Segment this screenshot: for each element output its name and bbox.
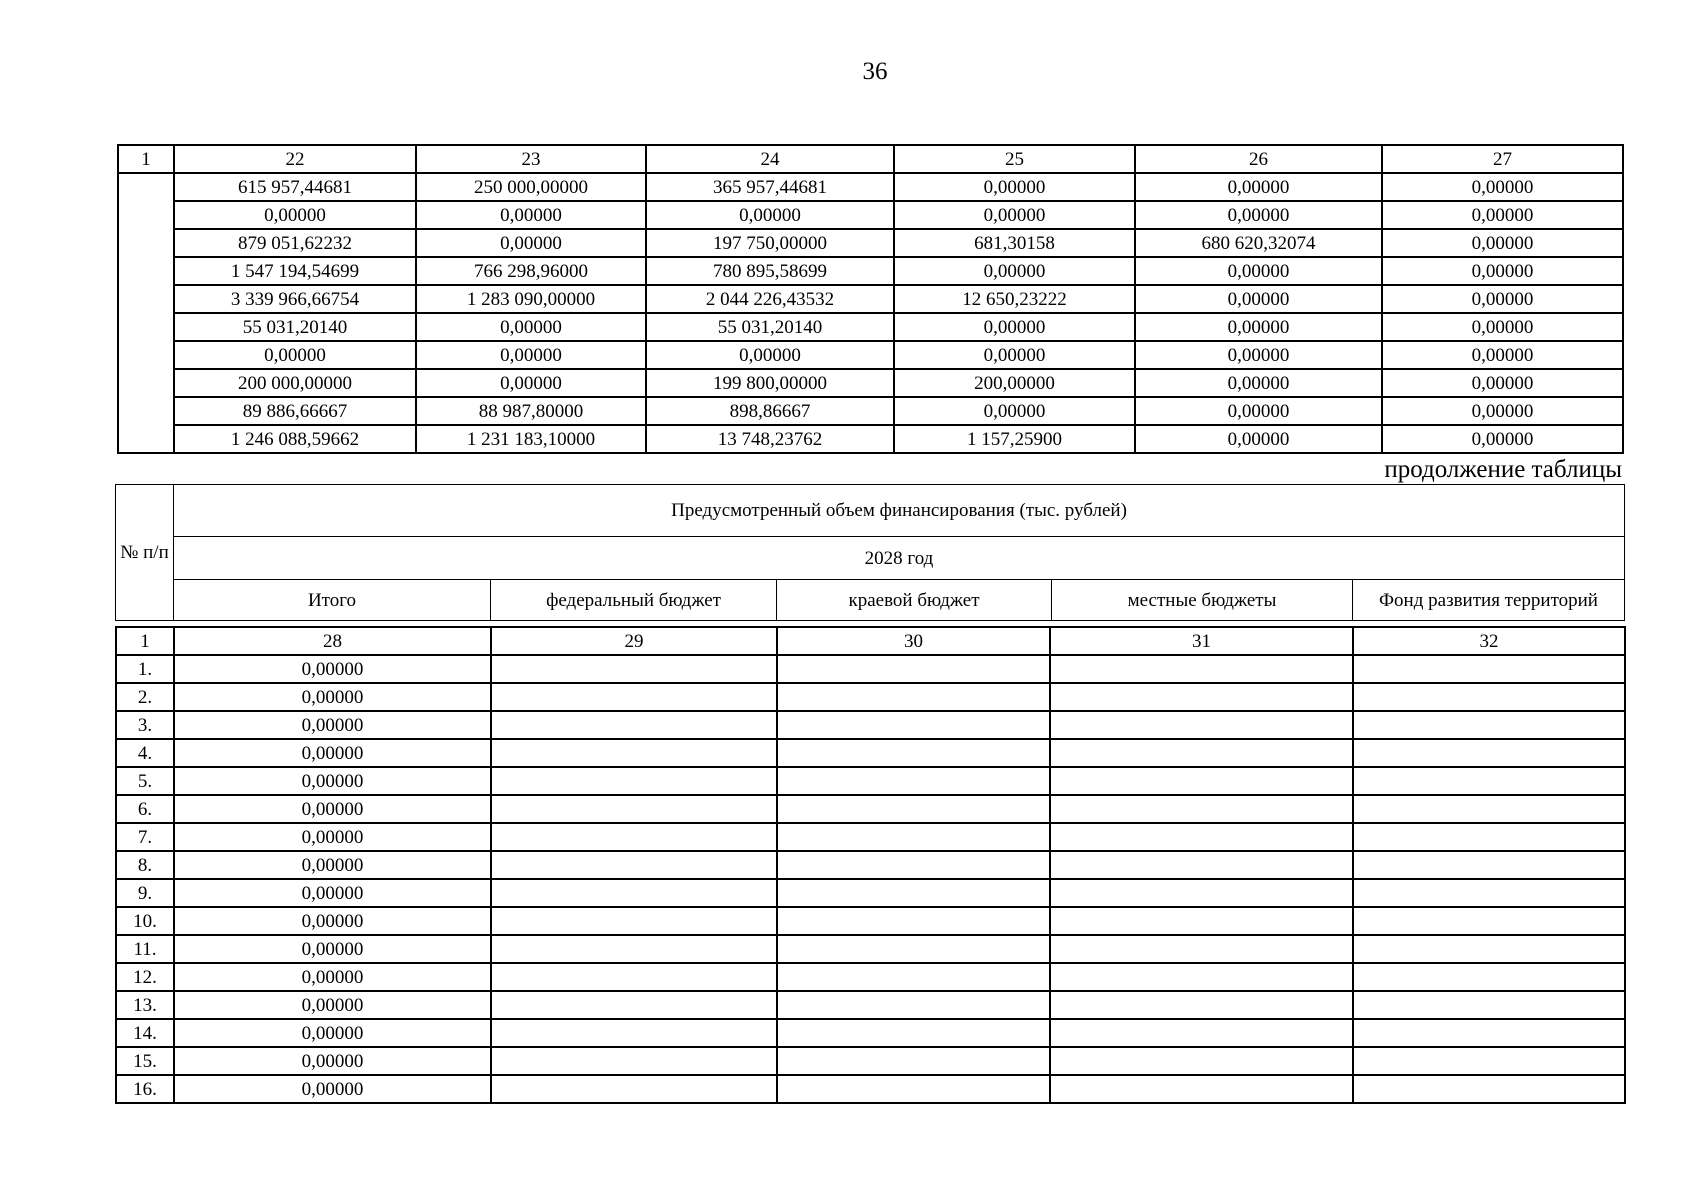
table-cell: 0,00000 [1135,313,1382,341]
table-cell: 0,00000 [174,711,491,739]
table-cell: 780 895,58699 [646,257,894,285]
table-cell: 0,00000 [174,201,416,229]
table-row [118,229,1623,257]
row-number-cell: 8. [116,851,174,879]
table-cell [1353,683,1625,711]
table-row [118,397,1623,425]
column-number-row [116,627,1625,655]
column-number-cell: 23 [416,145,646,173]
table-cell: 0,00000 [1382,285,1623,313]
table-cell: 0,00000 [174,767,491,795]
table-row [116,1047,1625,1075]
table-cell [1050,823,1353,851]
table-cell: 199 800,00000 [646,369,894,397]
table-cell [777,879,1050,907]
table-cell [777,1019,1050,1047]
table-cell: 0,00000 [416,229,646,257]
table-cell: 0,00000 [1135,257,1382,285]
table-cell [1050,935,1353,963]
table-cell [1050,767,1353,795]
table-row [116,767,1625,795]
table-row [116,823,1625,851]
table-cell: 0,00000 [174,739,491,767]
table-row [116,851,1625,879]
column-number-cell: 29 [491,627,777,655]
table-row [116,963,1625,991]
column-number-cell: 28 [174,627,491,655]
table-cell [777,963,1050,991]
table-cell [1050,1019,1353,1047]
table-cell [1050,795,1353,823]
row-number-cell: 15. [116,1047,174,1075]
table-cell: 898,86667 [646,397,894,425]
table-cell: 1 547 194,54699 [174,257,416,285]
table-cell [1353,935,1625,963]
row-number-cell: 4. [116,739,174,767]
table-row [116,711,1625,739]
table-cell [491,1075,777,1103]
table-cell: 250 000,00000 [416,173,646,201]
table-cell: 0,00000 [174,963,491,991]
table-cell [491,767,777,795]
row-number-cell: 5. [116,767,174,795]
table-cell: 0,00000 [174,935,491,963]
table-cell [1353,907,1625,935]
table-row [116,739,1625,767]
row-number-header [116,485,174,621]
table-cell: 200,00000 [894,369,1135,397]
table-cell [777,907,1050,935]
table-cell [777,823,1050,851]
table-cell: 0,00000 [1135,369,1382,397]
table-cell: 2 044 226,43532 [646,285,894,313]
column-number-cell: 30 [777,627,1050,655]
funding-body-table [115,626,1626,1104]
row-number-cell: 6. [116,795,174,823]
body-table-body [116,627,1625,1103]
table-cell [1050,655,1353,683]
table-cell: 0,00000 [174,823,491,851]
table-row [118,425,1623,453]
table-cell: 0,00000 [174,655,491,683]
table-cell [491,795,777,823]
column-header-total: Итого [174,580,491,621]
table-cell: 0,00000 [1135,201,1382,229]
table-cell [491,655,777,683]
table-cell: 766 298,96000 [416,257,646,285]
row-number-cell: 11. [116,935,174,963]
table-cell [1353,879,1625,907]
table-cell: 0,00000 [894,201,1135,229]
table-cell [777,767,1050,795]
table-cell [1353,1075,1625,1103]
table-cell: 1 283 090,00000 [416,285,646,313]
table-row [118,257,1623,285]
table-cell [491,823,777,851]
table-cell [1353,1047,1625,1075]
table-cell: 0,00000 [1135,397,1382,425]
table-row [116,795,1625,823]
table-cell: 0,00000 [174,795,491,823]
column-header-territory-fund: Фонд развития территорий [1353,580,1625,621]
table-cell [1353,991,1625,1019]
table-cell: 12 650,23222 [894,285,1135,313]
table-cell: 0,00000 [174,683,491,711]
row-number-cell: 10. [116,907,174,935]
continuation-label: продолжение таблицы [1384,456,1622,483]
table-cell [1050,711,1353,739]
column-header-local-budgets: местные бюджеты [1052,580,1353,621]
table-cell: 55 031,20140 [174,313,416,341]
row-number-cell: 9. [116,879,174,907]
table-cell [491,963,777,991]
table-cell: 197 750,00000 [646,229,894,257]
column-number-cell: 22 [174,145,416,173]
table-cell: 0,00000 [174,991,491,1019]
table-row [116,683,1625,711]
row-number-cell: 13. [116,991,174,1019]
table-cell: 0,00000 [646,341,894,369]
table-cell [491,991,777,1019]
row-number-cell: 14. [116,1019,174,1047]
table-cell [1050,991,1353,1019]
table-cell: 0,00000 [1135,425,1382,453]
year-header: 2028 год [174,537,1625,580]
table-cell: 0,00000 [646,201,894,229]
table-row [116,879,1625,907]
table-cell [777,655,1050,683]
table-cell: 0,00000 [174,907,491,935]
table-row [118,201,1623,229]
table-cell: 0,00000 [894,313,1135,341]
table-cell [1353,711,1625,739]
table-cell [777,739,1050,767]
table-cell: 0,00000 [1135,173,1382,201]
top-table-body [118,145,1623,453]
table-cell: 0,00000 [894,257,1135,285]
table-row [118,369,1623,397]
table-cell [491,879,777,907]
table-cell [1353,823,1625,851]
table-cell [1050,1075,1353,1103]
row-number-cell: 12. [116,963,174,991]
row-number-cell: 3. [116,711,174,739]
table-row [116,1075,1625,1103]
table-cell [491,907,777,935]
table-cell: 200 000,00000 [174,369,416,397]
table-cell [491,935,777,963]
table-cell: 88 987,80000 [416,397,646,425]
table-cell [777,935,1050,963]
table-cell: 0,00000 [416,341,646,369]
table-cell: 615 957,44681 [174,173,416,201]
column-number-cell: 32 [1353,627,1625,655]
table-cell: 89 886,66667 [174,397,416,425]
table-row [116,655,1625,683]
table-cell: 365 957,44681 [646,173,894,201]
table-cell: 1 246 088,59662 [174,425,416,453]
table-cell [1353,795,1625,823]
table-cell: 0,00000 [174,1047,491,1075]
table-cell [491,851,777,879]
column-number-cell: 31 [1050,627,1353,655]
table-cell: 0,00000 [416,369,646,397]
table-cell: 3 339 966,66754 [174,285,416,313]
row-number-cell: 1. [116,655,174,683]
table-row [118,313,1623,341]
row-number-cell [118,173,174,453]
table-row [116,935,1625,963]
table-cell [777,851,1050,879]
table-cell: 13 748,23762 [646,425,894,453]
table-cell: 0,00000 [1135,341,1382,369]
column-number-cell: 24 [646,145,894,173]
table-cell [777,795,1050,823]
table-cell [491,683,777,711]
table-cell: 1 157,25900 [894,425,1135,453]
table-cell: 0,00000 [1382,257,1623,285]
table-row [118,341,1623,369]
table-cell [1050,851,1353,879]
column-number-cell: 1 [118,145,174,173]
funding-title-header: Предусмотренный объем финансирования (тыс. рублей) [174,485,1625,537]
table-cell: 0,00000 [1382,369,1623,397]
row-number-label: № п/п [120,541,169,563]
page-number: 36 [862,58,888,85]
table-cell [1050,907,1353,935]
table-cell [1353,851,1625,879]
column-header-regional-budget: краевой бюджет [777,580,1052,621]
table-cell: 681,30158 [894,229,1135,257]
column-number-cell: 27 [1382,145,1623,173]
table-cell: 0,00000 [894,173,1135,201]
table-cell [1050,1047,1353,1075]
table-cell [1050,739,1353,767]
column-header-federal-budget: федеральный бюджет [491,580,777,621]
top-funding-table [117,144,1624,454]
table-row [116,991,1625,1019]
table-row [118,285,1623,313]
table-cell: 1 231 183,10000 [416,425,646,453]
table-cell [1050,683,1353,711]
table-cell: 0,00000 [174,879,491,907]
table-cell: 0,00000 [174,1075,491,1103]
table-row [118,173,1623,201]
column-number-row [118,145,1623,173]
column-number-cell: 25 [894,145,1135,173]
row-number-cell: 7. [116,823,174,851]
table-cell [777,711,1050,739]
table-cell: 0,00000 [1382,313,1623,341]
table-cell: 0,00000 [1135,285,1382,313]
table-cell: 0,00000 [174,851,491,879]
row-number-cell: 2. [116,683,174,711]
table-cell: 0,00000 [416,313,646,341]
table-cell: 0,00000 [894,341,1135,369]
table-cell: 0,00000 [1382,201,1623,229]
table-cell: 0,00000 [1382,173,1623,201]
table-cell: 0,00000 [1382,425,1623,453]
table-cell: 0,00000 [894,397,1135,425]
column-number-cell: 1 [116,627,174,655]
column-number-cell: 26 [1135,145,1382,173]
table-cell: 0,00000 [174,341,416,369]
table-cell: 0,00000 [416,201,646,229]
table-cell: 0,00000 [1382,397,1623,425]
table-cell [491,1019,777,1047]
table-cell [1353,1019,1625,1047]
table-cell [777,683,1050,711]
table-row [116,907,1625,935]
table-cell [1050,879,1353,907]
table-cell: 680 620,32074 [1135,229,1382,257]
funding-header-table [115,484,1625,621]
table-cell [1353,963,1625,991]
table-cell [491,739,777,767]
table-cell [777,1075,1050,1103]
table-row [116,1019,1625,1047]
table-cell: 0,00000 [1382,229,1623,257]
table-cell [491,1047,777,1075]
table-cell: 879 051,62232 [174,229,416,257]
row-number-cell: 16. [116,1075,174,1103]
table-cell [1050,963,1353,991]
table-cell: 55 031,20140 [646,313,894,341]
table-cell [491,711,777,739]
table-cell [777,1047,1050,1075]
table-cell [1353,767,1625,795]
table-cell [777,991,1050,1019]
table-cell: 0,00000 [174,1019,491,1047]
table-cell: 0,00000 [1382,341,1623,369]
table-cell [1353,739,1625,767]
table-cell [1353,655,1625,683]
